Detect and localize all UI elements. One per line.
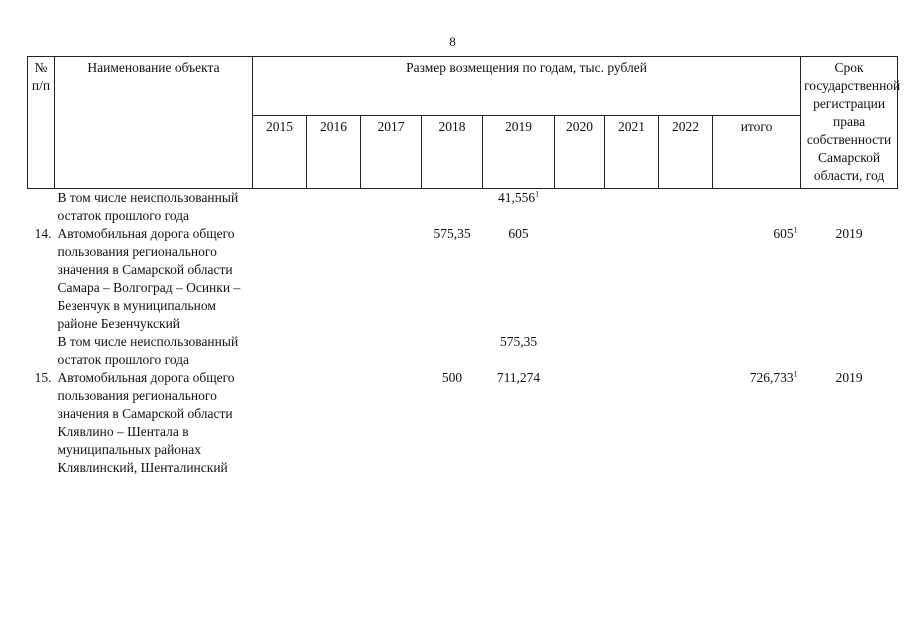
row-value-2019 (483, 225, 555, 333)
header-year-2018: 2018 (422, 116, 483, 189)
row-total-text: 605 (773, 226, 794, 241)
row-value-2019-text: 711,274 (496, 370, 541, 385)
row-number (28, 333, 55, 369)
header-year-2019: 2019 (483, 116, 555, 189)
header-number: № п/п (28, 57, 55, 189)
row-number: 15. (34, 370, 52, 385)
header-year-2016: 2016 (307, 116, 361, 189)
row-value-2018: 575,35 (433, 226, 471, 241)
row-registration-year: 2019 (835, 226, 863, 241)
page-number: 8 (449, 34, 456, 49)
footnote-mark: 1 (535, 189, 540, 199)
table-row (28, 189, 898, 226)
table-body (28, 189, 898, 478)
header-total: итого (713, 116, 801, 189)
row-value-2018 (422, 333, 483, 369)
row-value-2019-text: 575,35 (499, 334, 538, 349)
table-row (28, 225, 898, 333)
table-row (28, 369, 898, 477)
row-registration-year (801, 189, 898, 226)
row-object-name: Автомобильная дорога общего пользования регионального значения в Самарской области Клявлино – Шентала в муниципальных районах Клявлинский, Шенталинский (57, 370, 235, 475)
header-year-2022: 2022 (659, 116, 713, 189)
row-object-name: В том числе неиспользованный остаток прошлого года (57, 334, 239, 367)
row-registration-year: 2019 (835, 370, 863, 385)
header-registration-term: Срок государственной регистрации права собственности Самарской области, год (801, 57, 898, 189)
row-object-name: Автомобильная дорога общего пользования регионального значения в Самарской области Самара – Волгоград – Осинки – Безенчук в муниципальном районе Безенчукский (57, 226, 241, 331)
row-total (713, 333, 801, 369)
header-year-2020: 2020 (555, 116, 605, 189)
table-row (28, 333, 898, 369)
compensation-table (27, 56, 901, 477)
header-object-name: Наименование объекта (55, 57, 253, 189)
row-value-2018 (422, 189, 483, 226)
row-value-2019-text: 41,556 (497, 190, 536, 205)
row-total (713, 189, 801, 226)
row-total (713, 225, 801, 333)
header-year-2017: 2017 (361, 116, 422, 189)
row-registration-year (801, 333, 898, 369)
row-number: 14. (34, 226, 52, 241)
row-total (713, 369, 801, 477)
footnote-mark: 1 (793, 225, 798, 235)
row-value-2019 (483, 369, 555, 477)
row-number (28, 189, 55, 226)
footnote-mark: 1 (793, 369, 798, 379)
header-year-2021: 2021 (605, 116, 659, 189)
header-compensation-size: Размер возмещения по годам, тыс. рублей (253, 57, 801, 116)
row-value-2019 (483, 333, 555, 369)
row-value-2019-text: 605 (508, 226, 529, 241)
header-year-2015: 2015 (253, 116, 307, 189)
row-value-2018: 500 (441, 370, 463, 385)
row-value-2019 (483, 189, 555, 226)
row-total-text: 726,733 (749, 370, 794, 385)
row-object-name: В том числе неиспользованный остаток прошлого года (57, 190, 239, 223)
table-header (28, 57, 901, 189)
